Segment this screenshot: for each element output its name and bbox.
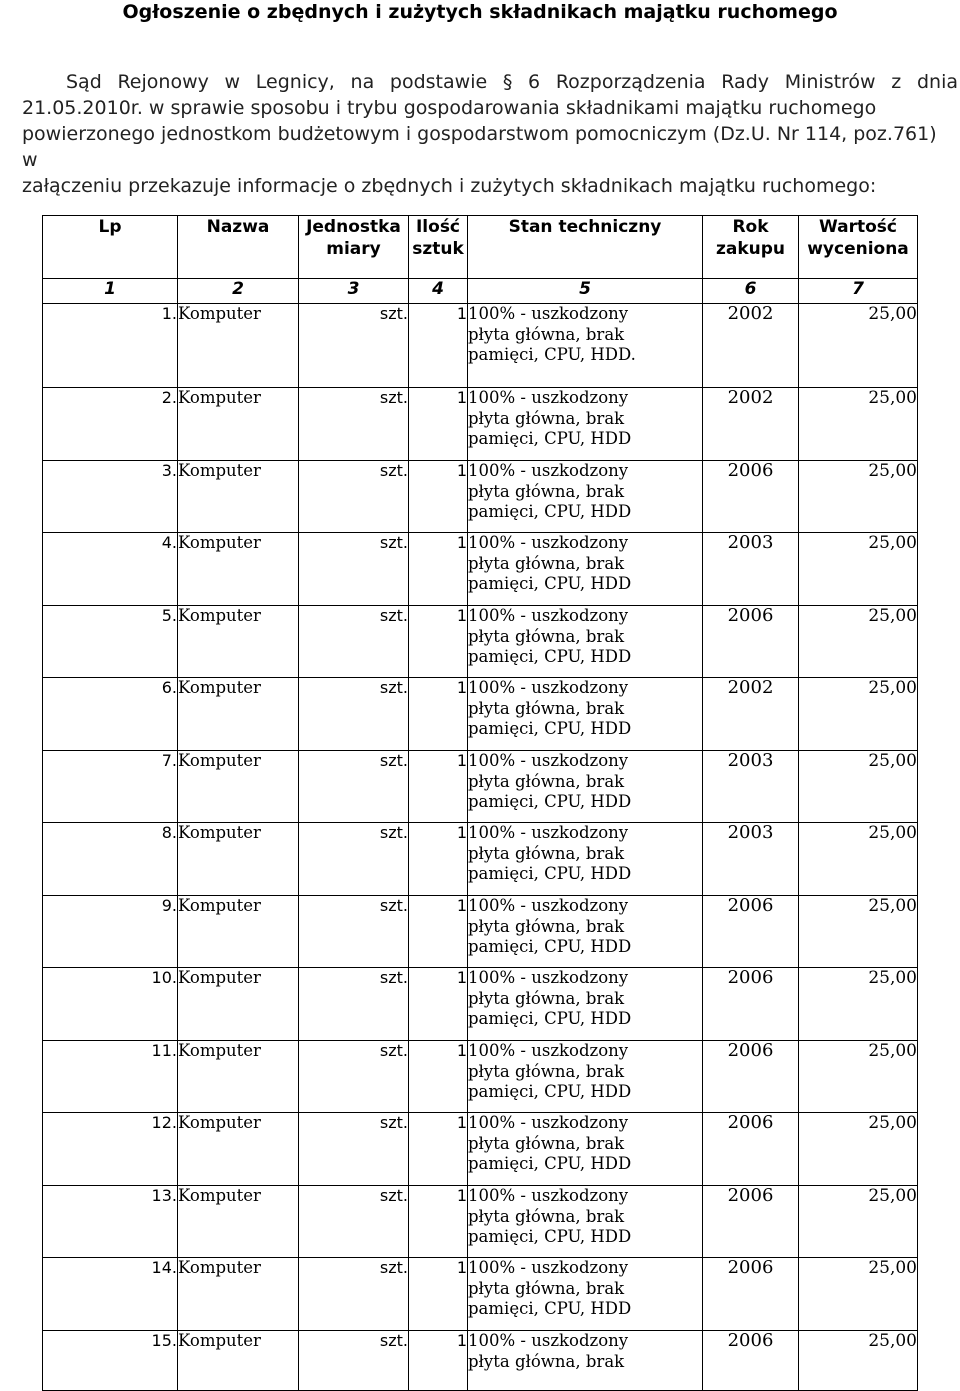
row-stan-line: pamięci, CPU, HDD	[468, 1009, 632, 1028]
intro-text-line-3: załączeniu przekazuje informacje o zbędnych i zużytych składnikach majątku ruchomego:	[22, 175, 877, 197]
row-rok: 2002	[703, 388, 799, 461]
column-number: 5	[468, 279, 703, 304]
row-rok: 2003	[703, 751, 799, 823]
row-stan-line: 100% - uszkodzony	[468, 606, 629, 625]
intro-text-line-2: powierzonego jednostkom budżetowym i gospodarstwom pomocniczym (Dz.U. Nr 114, poz.761) w	[22, 123, 937, 171]
row-ilosc: 1	[409, 1113, 468, 1186]
column-number: 4	[409, 279, 468, 304]
row-lp: 15.	[43, 1331, 178, 1391]
row-lp: 4.	[43, 533, 178, 606]
row-stan-line: płyta główna, brak	[468, 1206, 625, 1226]
header-ilosc-line2: sztuk	[412, 239, 464, 259]
row-nazwa: Komputer	[178, 1186, 299, 1258]
row-rok: 2006	[703, 1186, 799, 1258]
row-wartosc: 25,00	[799, 606, 918, 678]
assets-table	[42, 215, 918, 1391]
header-ilosc	[409, 216, 468, 279]
table-row	[43, 1113, 918, 1186]
row-wartosc: 25,00	[799, 751, 918, 823]
row-stan-line: 100% - uszkodzony	[468, 1186, 629, 1205]
intro-text-first: Sąd Rejonowy w Legnicy, na podstawie § 6 Rozporządzenia Rady Ministrów z dnia 21.05.2010r. w sprawie sposobu i trybu gospodarowania składnikami majątku ruchomego	[22, 71, 958, 119]
row-wartosc: 25,00	[799, 678, 918, 751]
header-wartosc-line2: wyceniona	[807, 239, 909, 259]
row-stan-line: płyta główna, brak	[468, 1133, 625, 1153]
row-ilosc: 1	[409, 1186, 468, 1258]
row-stan-line: pamięci, CPU, HDD	[468, 502, 632, 521]
row-rok: 2006	[703, 1258, 799, 1331]
row-jednostka: szt.	[299, 304, 409, 388]
row-wartosc: 25,00	[799, 388, 918, 461]
row-stan	[468, 606, 703, 678]
row-ilosc: 1	[409, 1258, 468, 1331]
row-jednostka: szt.	[299, 1331, 409, 1391]
row-stan-line: 100% - uszkodzony	[468, 1331, 629, 1350]
row-stan-line: 100% - uszkodzony	[468, 388, 629, 407]
row-nazwa: Komputer	[178, 896, 299, 968]
row-rok: 2003	[703, 533, 799, 606]
header-jednostka-line2: miary	[326, 239, 381, 259]
row-lp: 11.	[43, 1041, 178, 1113]
table-row	[43, 606, 918, 678]
row-nazwa: Komputer	[178, 1113, 299, 1186]
row-stan	[468, 1186, 703, 1258]
row-stan-line: płyta główna, brak	[468, 771, 625, 791]
row-stan	[468, 388, 703, 461]
header-rok	[703, 216, 799, 279]
row-ilosc: 1	[409, 896, 468, 968]
row-lp: 1.	[43, 304, 178, 388]
row-ilosc: 1	[409, 606, 468, 678]
row-nazwa: Komputer	[178, 751, 299, 823]
row-lp: 14.	[43, 1258, 178, 1331]
row-stan-line: pamięci, CPU, HDD	[468, 429, 632, 448]
row-stan-line: płyta główna, brak	[468, 1061, 625, 1081]
row-stan-line: pamięci, CPU, HDD.	[468, 345, 636, 364]
header-stan: Stan techniczny	[468, 216, 703, 279]
row-jednostka: szt.	[299, 1258, 409, 1331]
row-jednostka: szt.	[299, 606, 409, 678]
header-jednostka-line1: Jednostka	[306, 217, 401, 237]
row-stan	[468, 1331, 703, 1391]
row-rok: 2002	[703, 678, 799, 751]
table-row	[43, 304, 918, 388]
row-ilosc: 1	[409, 1041, 468, 1113]
row-ilosc: 1	[409, 533, 468, 606]
row-nazwa: Komputer	[178, 388, 299, 461]
row-ilosc: 1	[409, 461, 468, 533]
table-row	[43, 751, 918, 823]
column-number: 1	[43, 279, 178, 304]
row-rok: 2002	[703, 304, 799, 388]
row-ilosc: 1	[409, 388, 468, 461]
row-wartosc: 25,00	[799, 1331, 918, 1391]
row-stan	[468, 1113, 703, 1186]
row-jednostka: szt.	[299, 896, 409, 968]
row-lp: 13.	[43, 1186, 178, 1258]
row-stan-line: 100% - uszkodzony	[468, 1258, 629, 1277]
row-stan	[468, 678, 703, 751]
row-stan-line: pamięci, CPU, HDD	[468, 1227, 632, 1246]
row-stan-line: pamięci, CPU, HDD	[468, 574, 632, 593]
header-wartosc-line1: Wartość	[818, 217, 897, 237]
table-row	[43, 968, 918, 1041]
row-wartosc: 25,00	[799, 533, 918, 606]
row-jednostka: szt.	[299, 388, 409, 461]
row-stan-line: płyta główna, brak	[468, 324, 625, 344]
row-nazwa: Komputer	[178, 1041, 299, 1113]
row-nazwa: Komputer	[178, 461, 299, 533]
row-ilosc: 1	[409, 968, 468, 1041]
row-jednostka: szt.	[299, 823, 409, 896]
column-number: 2	[178, 279, 299, 304]
row-stan-line: 100% - uszkodzony	[468, 461, 629, 480]
column-number: 3	[299, 279, 409, 304]
row-stan-line: 100% - uszkodzony	[468, 1041, 629, 1060]
row-stan-line: 100% - uszkodzony	[468, 678, 629, 697]
row-wartosc: 25,00	[799, 1186, 918, 1258]
header-rok-line2: zakupu	[715, 239, 786, 259]
row-stan	[468, 461, 703, 533]
row-nazwa: Komputer	[178, 1258, 299, 1331]
row-jednostka: szt.	[299, 1186, 409, 1258]
row-stan-line: 100% - uszkodzony	[468, 823, 629, 842]
row-stan	[468, 1258, 703, 1331]
row-ilosc: 1	[409, 751, 468, 823]
column-number: 7	[799, 279, 918, 304]
row-lp: 2.	[43, 388, 178, 461]
row-stan	[468, 896, 703, 968]
row-stan-line: pamięci, CPU, HDD	[468, 647, 632, 666]
row-stan	[468, 304, 703, 388]
row-stan-line: płyta główna, brak	[468, 988, 625, 1008]
row-wartosc: 25,00	[799, 1258, 918, 1331]
row-nazwa: Komputer	[178, 304, 299, 388]
row-ilosc: 1	[409, 823, 468, 896]
row-stan-line: płyta główna, brak	[468, 481, 625, 501]
document-title: Ogłoszenie o zbędnych i zużytych składnikach majątku ruchomego	[122, 1, 838, 23]
row-jednostka: szt.	[299, 461, 409, 533]
row-nazwa: Komputer	[178, 533, 299, 606]
row-jednostka: szt.	[299, 1041, 409, 1113]
row-rok: 2006	[703, 968, 799, 1041]
table-row	[43, 896, 918, 968]
row-stan-line: pamięci, CPU, HDD	[468, 937, 632, 956]
row-nazwa: Komputer	[178, 823, 299, 896]
row-stan-line: pamięci, CPU, HDD	[468, 1299, 632, 1318]
row-jednostka: szt.	[299, 968, 409, 1041]
row-stan-line: płyta główna, brak	[468, 408, 625, 428]
row-stan-line: płyta główna, brak	[468, 843, 625, 863]
table-row	[43, 823, 918, 896]
table-row	[43, 1041, 918, 1113]
row-rok: 2006	[703, 606, 799, 678]
row-stan-line: płyta główna, brak	[468, 1278, 625, 1298]
row-stan-line: płyta główna, brak	[468, 553, 625, 573]
row-lp: 10.	[43, 968, 178, 1041]
row-wartosc: 25,00	[799, 968, 918, 1041]
row-nazwa: Komputer	[178, 1331, 299, 1391]
row-stan-line: 100% - uszkodzony	[468, 304, 629, 323]
row-nazwa: Komputer	[178, 678, 299, 751]
row-rok: 2003	[703, 823, 799, 896]
row-stan-line: płyta główna, brak	[468, 916, 625, 936]
row-ilosc: 1	[409, 304, 468, 388]
header-wartosc	[799, 216, 918, 279]
row-ilosc: 1	[409, 1331, 468, 1391]
row-stan-line: 100% - uszkodzony	[468, 896, 629, 915]
row-stan-line: 100% - uszkodzony	[468, 968, 629, 987]
column-number-row	[43, 279, 918, 304]
table-row	[43, 1258, 918, 1331]
header-jednostka	[299, 216, 409, 279]
row-wartosc: 25,00	[799, 823, 918, 896]
row-stan-line: płyta główna, brak	[468, 626, 625, 646]
table-row	[43, 461, 918, 533]
row-rok: 2006	[703, 461, 799, 533]
row-lp: 7.	[43, 751, 178, 823]
row-rok: 2006	[703, 896, 799, 968]
row-stan-line: 100% - uszkodzony	[468, 1113, 629, 1132]
row-nazwa: Komputer	[178, 968, 299, 1041]
row-rok: 2006	[703, 1113, 799, 1186]
row-stan	[468, 533, 703, 606]
row-lp: 8.	[43, 823, 178, 896]
header-nazwa: Nazwa	[178, 216, 299, 279]
row-nazwa: Komputer	[178, 606, 299, 678]
row-lp: 3.	[43, 461, 178, 533]
row-ilosc: 1	[409, 678, 468, 751]
table-row	[43, 678, 918, 751]
table-row	[43, 1186, 918, 1258]
row-stan-line: pamięci, CPU, HDD	[468, 719, 632, 738]
row-jednostka: szt.	[299, 533, 409, 606]
row-jednostka: szt.	[299, 1113, 409, 1186]
table-row	[43, 388, 918, 461]
row-stan-line: pamięci, CPU, HDD	[468, 1154, 632, 1173]
row-stan	[468, 823, 703, 896]
row-lp: 5.	[43, 606, 178, 678]
row-stan	[468, 968, 703, 1041]
row-stan-line: płyta główna, brak	[468, 1351, 625, 1371]
row-lp: 6.	[43, 678, 178, 751]
row-wartosc: 25,00	[799, 1041, 918, 1113]
row-stan	[468, 751, 703, 823]
header-row	[43, 216, 918, 279]
row-stan	[468, 1041, 703, 1113]
row-wartosc: 25,00	[799, 1113, 918, 1186]
header-lp: Lp	[43, 216, 178, 279]
intro-paragraph	[22, 69, 958, 199]
row-wartosc: 25,00	[799, 304, 918, 388]
table-row	[43, 1331, 918, 1391]
row-wartosc: 25,00	[799, 461, 918, 533]
row-stan-line: pamięci, CPU, HDD	[468, 1082, 632, 1101]
row-lp: 9.	[43, 896, 178, 968]
row-lp: 12.	[43, 1113, 178, 1186]
header-rok-line1: Rok	[732, 217, 769, 237]
row-stan-line: płyta główna, brak	[468, 698, 625, 718]
row-jednostka: szt.	[299, 678, 409, 751]
row-wartosc: 25,00	[799, 896, 918, 968]
table-row	[43, 533, 918, 606]
table-body	[43, 304, 918, 1391]
row-rok: 2006	[703, 1041, 799, 1113]
column-number: 6	[703, 279, 799, 304]
row-stan-line: 100% - uszkodzony	[468, 751, 629, 770]
row-jednostka: szt.	[299, 751, 409, 823]
row-stan-line: pamięci, CPU, HDD	[468, 792, 632, 811]
row-stan-line: pamięci, CPU, HDD	[468, 864, 632, 883]
header-ilosc-line1: Ilość	[415, 217, 461, 237]
row-stan-line: 100% - uszkodzony	[468, 533, 629, 552]
row-rok: 2006	[703, 1331, 799, 1391]
